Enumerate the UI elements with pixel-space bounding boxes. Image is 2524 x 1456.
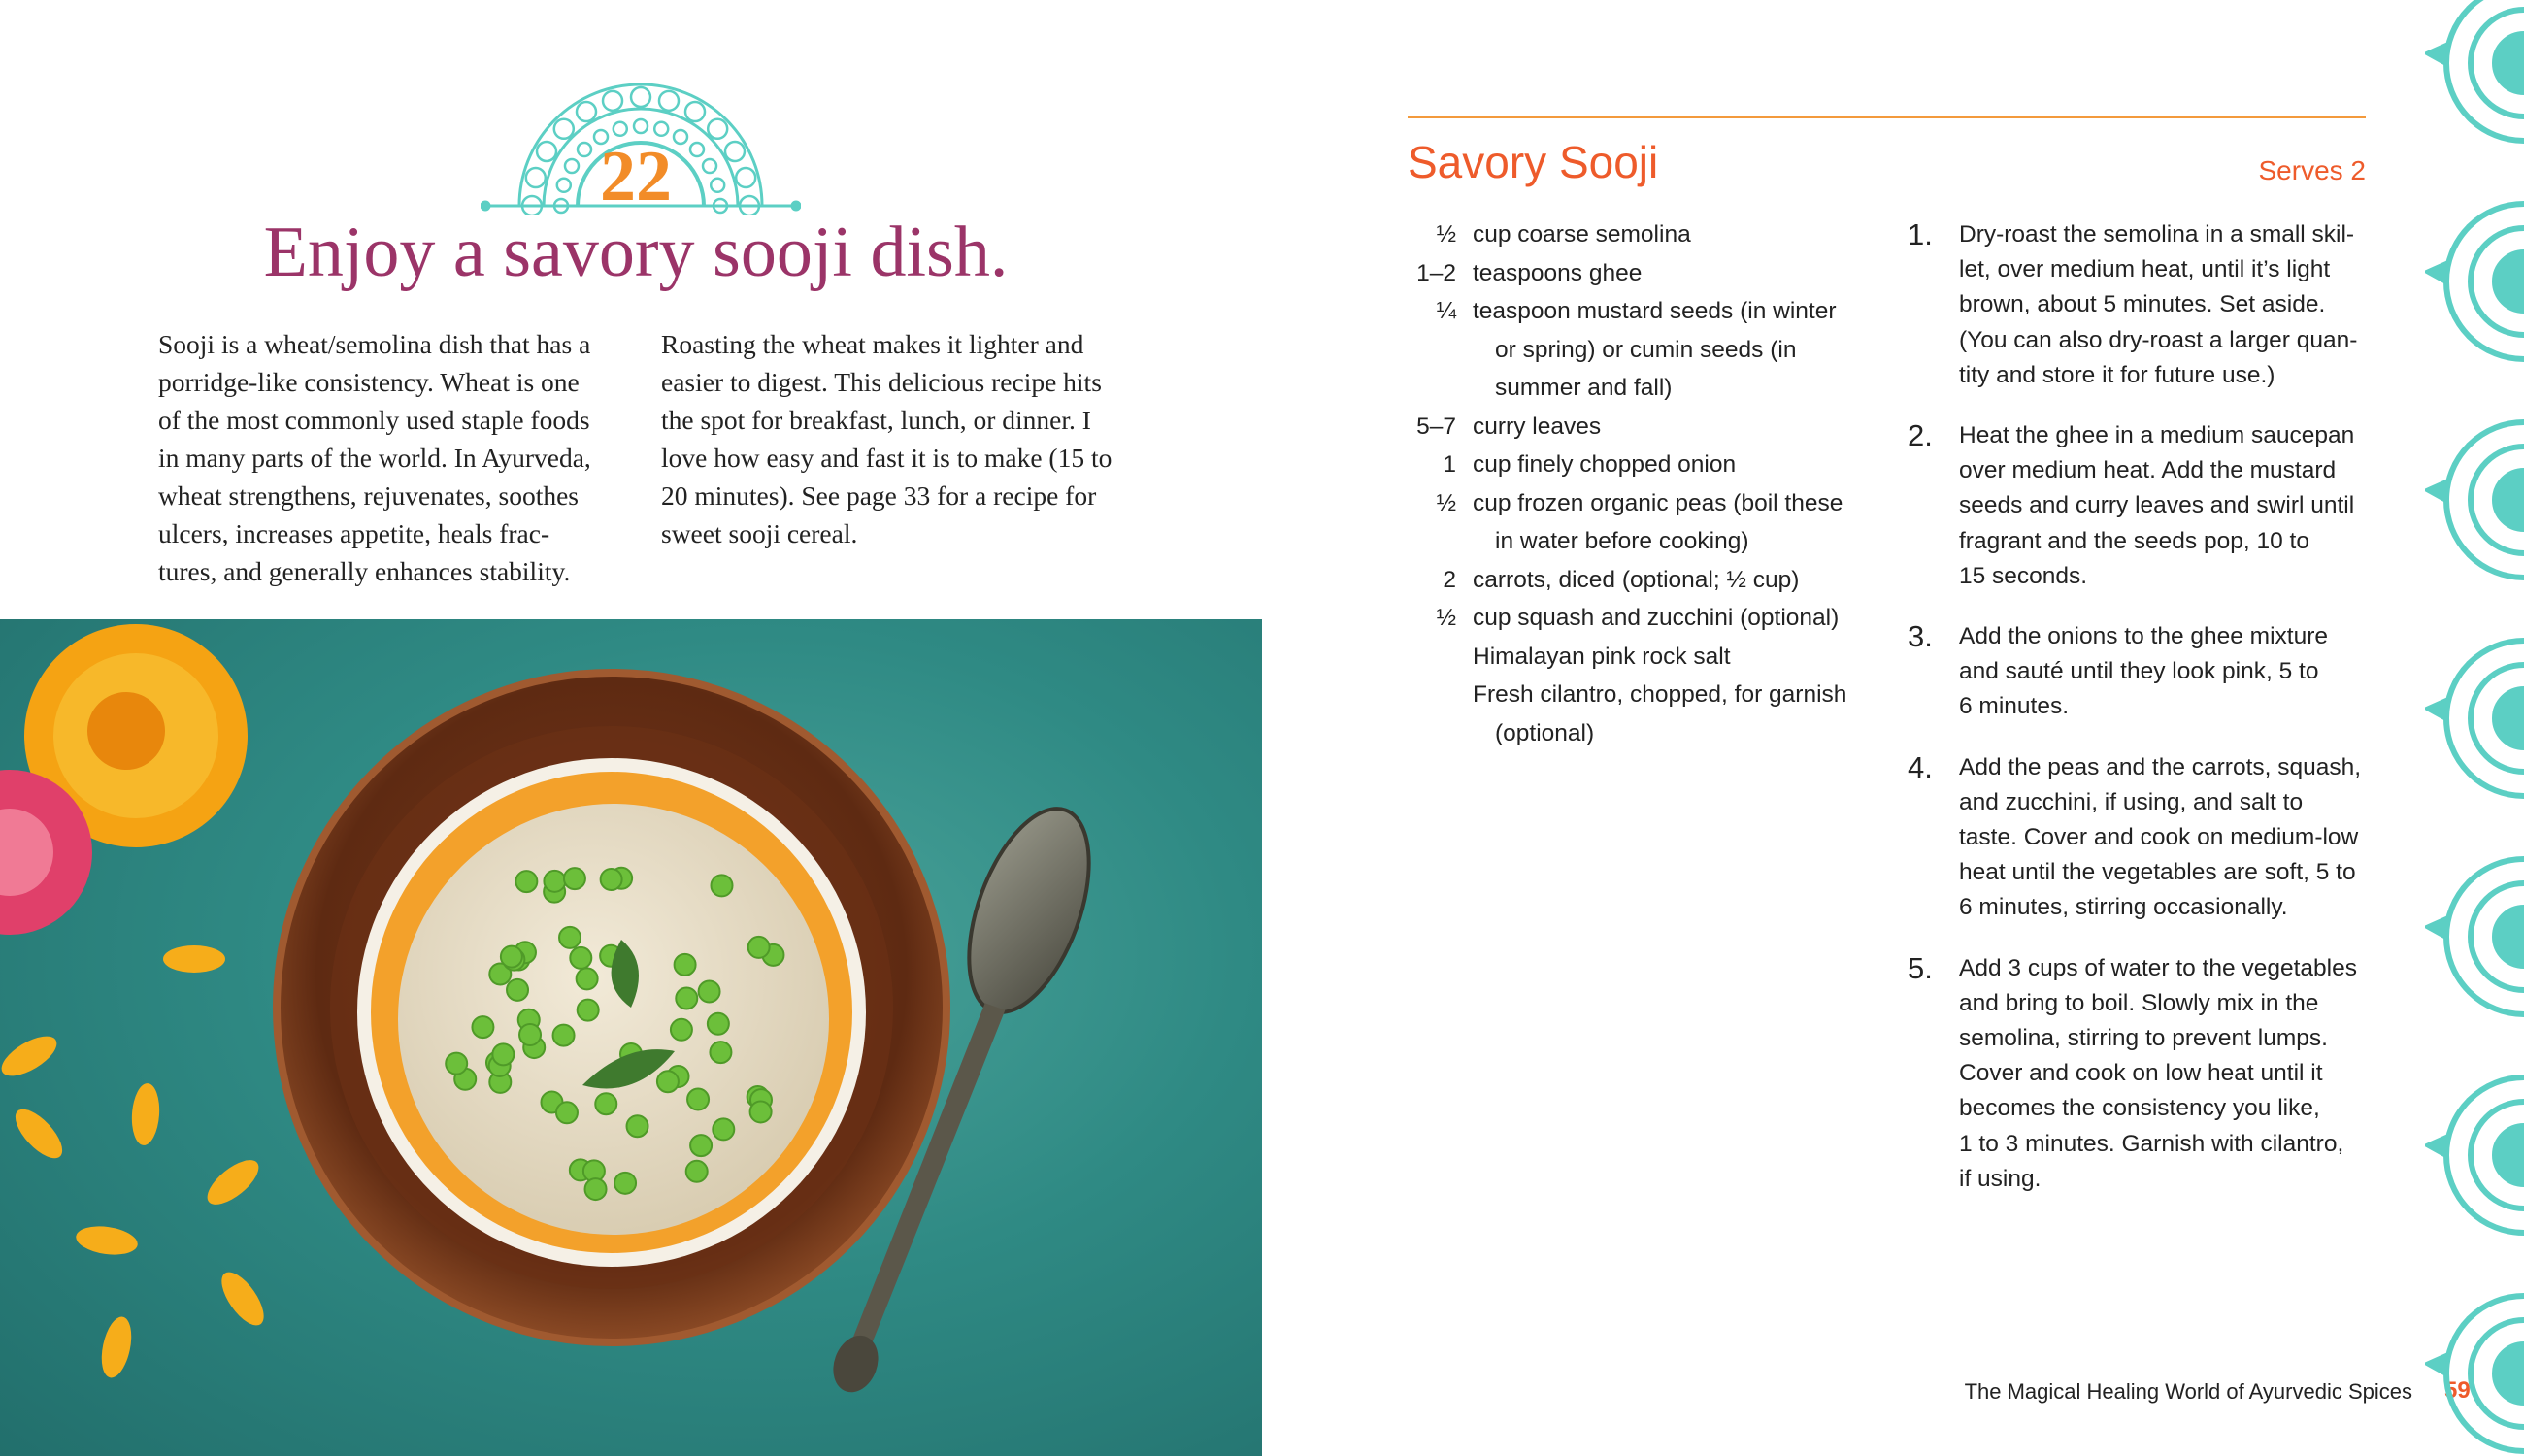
ingredient-quantity: 1–2 <box>1416 259 1456 286</box>
paragraph-line: sweet sooji cereal. <box>661 518 858 548</box>
pea <box>710 1042 731 1063</box>
ingredient-text <box>1473 292 1874 408</box>
petal <box>200 1152 265 1212</box>
paragraph-line: 20 minutes). See page 33 for a recipe for <box>661 480 1097 511</box>
step-number: 4. <box>1908 749 1933 784</box>
intro-paragraph-1 <box>158 325 624 590</box>
step-line: brown, about 5 minutes. Set aside. <box>1959 291 2326 318</box>
step-line: 6 minutes, stirring occasionally. <box>1959 894 2288 921</box>
ingredient-text <box>1473 408 1874 447</box>
ingredient-text <box>1473 599 1874 638</box>
pea <box>676 987 697 1009</box>
step-line: over medium heat. Add the mustard <box>1959 457 2337 484</box>
step-number: 1. <box>1908 217 1933 251</box>
pea <box>585 1178 607 1200</box>
ingredient-line: Himalayan pink rock salt <box>1473 643 1731 670</box>
paragraph-line: Roasting the wheat makes it lighter and <box>661 329 1084 359</box>
ingredient-line: carrots, diced (optional; ½ cup) <box>1473 566 1800 593</box>
pea <box>556 1102 578 1123</box>
border-rosette <box>2429 1296 2524 1451</box>
ingredient-item <box>1398 599 1874 638</box>
petal <box>8 1102 70 1166</box>
pea <box>507 979 528 1001</box>
sooji-photo <box>0 619 1262 1456</box>
step-line: if using. <box>1959 1165 2042 1192</box>
ingredient-line: cup finely chopped onion <box>1473 451 1737 478</box>
pea <box>627 1115 648 1137</box>
chapter-number: 22 <box>600 137 672 216</box>
step-line: heat until the vegetables are soft, 5 to <box>1959 859 2356 886</box>
pea <box>564 868 585 889</box>
ingredient-quantity <box>1398 638 1473 677</box>
paragraph-line: wheat strengthens, rejuvenates, soothes <box>158 480 580 511</box>
ingredient-quantity: ½ <box>1436 489 1456 516</box>
ingredient-quantity: 5–7 <box>1416 413 1456 440</box>
paragraph-line: easier to digest. This delicious recipe hits <box>661 367 1102 397</box>
step-item <box>1908 215 2374 393</box>
ingredient-quantity: 2 <box>1443 566 1456 593</box>
pea <box>675 954 696 976</box>
paragraph-line: tures, and generally enhances stability. <box>158 556 571 586</box>
pea <box>687 1089 709 1110</box>
petal <box>0 1029 63 1084</box>
petal <box>74 1223 139 1259</box>
pea <box>578 1000 599 1021</box>
ingredient-item <box>1398 254 1874 293</box>
step-text <box>1959 949 2357 1197</box>
ingredient-item <box>1398 638 1874 677</box>
step-line: semolina, stirring to prevent lumps. <box>1959 1025 2328 1052</box>
step-item <box>1908 416 2374 594</box>
pea <box>748 937 770 958</box>
step-line: Dry-roast the semolina in a small skil- <box>1959 221 2355 248</box>
ingredient-item <box>1398 215 1874 254</box>
recipe-title: Savory Sooji <box>1408 137 1659 187</box>
ingredient-text <box>1473 676 1874 752</box>
border-rosette <box>2429 859 2524 1014</box>
pea <box>501 946 522 968</box>
pea <box>446 1053 467 1075</box>
ingredient-quantity <box>1398 676 1473 752</box>
pea <box>595 1093 616 1114</box>
page-title: Enjoy a savory sooji dish. <box>263 213 1009 292</box>
step-line: 15 seconds. <box>1959 562 2088 589</box>
step-line: taste. Cover and cook on medium-low <box>1959 824 2359 851</box>
step-text <box>1959 215 2357 393</box>
border-rosette <box>2429 0 2524 141</box>
step-text <box>1959 617 2328 725</box>
border-rosette <box>2429 641 2524 796</box>
petal <box>214 1266 272 1332</box>
pea <box>570 947 591 969</box>
step-line: 1 to 3 minutes. Garnish with cilantro, <box>1959 1130 2344 1157</box>
intro-paragraph-2 <box>661 325 1127 552</box>
serves-count: Serves 2 <box>2258 155 2366 185</box>
pea <box>519 1024 541 1045</box>
ingredient-quantity: ½ <box>1436 221 1456 248</box>
header-rule <box>1408 116 2366 118</box>
paragraph-line: Sooji is a wheat/semolina dish that has a <box>158 329 591 359</box>
pea <box>713 1118 734 1140</box>
step-line: Heat the ghee in a medium saucepan <box>1959 422 2355 449</box>
step-line: Cover and cook on low heat until it <box>1959 1060 2323 1087</box>
step-item <box>1908 949 2374 1197</box>
step-item <box>1908 748 2374 926</box>
ingredient-quantity: ¼ <box>1436 298 1456 324</box>
step-line: and zucchini, if using, and salt to <box>1959 788 2304 815</box>
step-line: let, over medium heat, until it’s light <box>1959 256 2331 283</box>
step-line: 6 minutes. <box>1959 693 2070 720</box>
ingredient-line: teaspoon mustard seeds (in winter <box>1473 298 1837 324</box>
border-rosette <box>2429 204 2524 359</box>
ingredient-text <box>1473 254 1874 293</box>
step-line: Add 3 cups of water to the vegetables <box>1959 954 2357 981</box>
step-line: fragrant and the seeds pop, 10 to <box>1959 527 2309 554</box>
step-line: becomes the consistency you like, <box>1959 1095 2320 1122</box>
pea <box>515 871 537 892</box>
ingredient-text <box>1473 561 1874 600</box>
pea <box>708 1013 729 1035</box>
paragraph-line: porridge-like consistency. Wheat is one <box>158 367 580 397</box>
ingredient-line: teaspoons ghee <box>1473 259 1643 286</box>
pea <box>577 968 598 989</box>
book-title-footer: The Magical Healing World of Ayurvedic Spices <box>1964 1379 2412 1404</box>
ingredient-item <box>1398 561 1874 600</box>
pea <box>472 1016 493 1038</box>
ingredient-line: (optional) <box>1495 719 1595 746</box>
pea <box>601 869 622 890</box>
step-number: 2. <box>1908 418 1933 453</box>
pea <box>699 980 720 1002</box>
paragraph-line: the spot for breakfast, lunch, or dinner. I <box>661 405 1091 435</box>
pea <box>750 1101 772 1122</box>
ingredient-item <box>1398 676 1874 752</box>
step-line: Add the peas and the carrots, squash, <box>1959 753 2362 780</box>
ingredient-item <box>1398 484 1874 561</box>
paragraph-line: ulcers, increases appetite, heals frac- <box>158 518 550 548</box>
pea <box>690 1135 712 1156</box>
ingredient-line: or spring) or cumin seeds (in <box>1495 336 1797 363</box>
step-number: 5. <box>1908 950 1933 985</box>
ingredient-quantity: 1 <box>1443 451 1456 478</box>
ingredient-text <box>1473 484 1874 561</box>
mandala-border-icon <box>2425 0 2524 1456</box>
paragraph-line: love how easy and fast it is to make (15 to <box>661 443 1113 473</box>
step-number: 3. <box>1908 619 1933 654</box>
step-line: and sauté until they look pink, 5 to <box>1959 658 2319 685</box>
ingredient-line: Fresh cilantro, chopped, for garnish <box>1473 681 1847 708</box>
border-rosette <box>2429 1077 2524 1233</box>
pea <box>544 871 565 892</box>
petal <box>163 945 225 973</box>
pea <box>671 1019 692 1041</box>
ingredient-line: in water before cooking) <box>1495 528 1749 554</box>
pea <box>559 927 581 948</box>
pea <box>657 1071 679 1092</box>
ingredient-line: cup squash and zucchini (optional) <box>1473 605 1840 631</box>
step-line: and bring to boil. Slowly mix in the <box>1959 989 2319 1016</box>
ingredient-item <box>1398 446 1874 484</box>
ingredient-item <box>1398 292 1874 408</box>
step-list <box>1908 215 2374 1220</box>
page-number: 59 <box>2444 1377 2471 1404</box>
step-line: (You can also dry-roast a larger quan- <box>1959 326 2358 353</box>
border-rosette <box>2429 422 2524 578</box>
step-line: seeds and curry leaves and swirl until <box>1959 492 2355 519</box>
ingredient-quantity: ½ <box>1436 605 1456 631</box>
ingredient-text <box>1473 638 1874 677</box>
pea <box>614 1173 636 1194</box>
ingredient-text <box>1473 446 1874 484</box>
ingredient-item <box>1398 408 1874 447</box>
ingredient-line: cup frozen organic peas (boil these <box>1473 489 1843 516</box>
ingredient-list <box>1398 215 1874 752</box>
step-text <box>1959 416 2354 594</box>
pea <box>553 1025 575 1046</box>
ingredient-line: summer and fall) <box>1495 375 1673 401</box>
pea <box>712 875 733 896</box>
step-line: Add the onions to the ghee mixture <box>1959 623 2329 650</box>
pea <box>492 1043 514 1065</box>
pea <box>686 1161 708 1182</box>
ingredient-text <box>1473 215 1874 254</box>
petal <box>97 1314 137 1380</box>
petal <box>130 1082 161 1146</box>
step-text <box>1959 748 2361 926</box>
ingredient-line: cup coarse semolina <box>1473 221 1691 248</box>
paragraph-line: in many parts of the world. In Ayurveda, <box>158 443 591 473</box>
ingredient-line: curry leaves <box>1473 413 1602 440</box>
paragraph-line: of the most commonly used staple foods <box>158 405 590 435</box>
step-line: tity and store it for future use.) <box>1959 361 2275 388</box>
step-item <box>1908 617 2374 725</box>
